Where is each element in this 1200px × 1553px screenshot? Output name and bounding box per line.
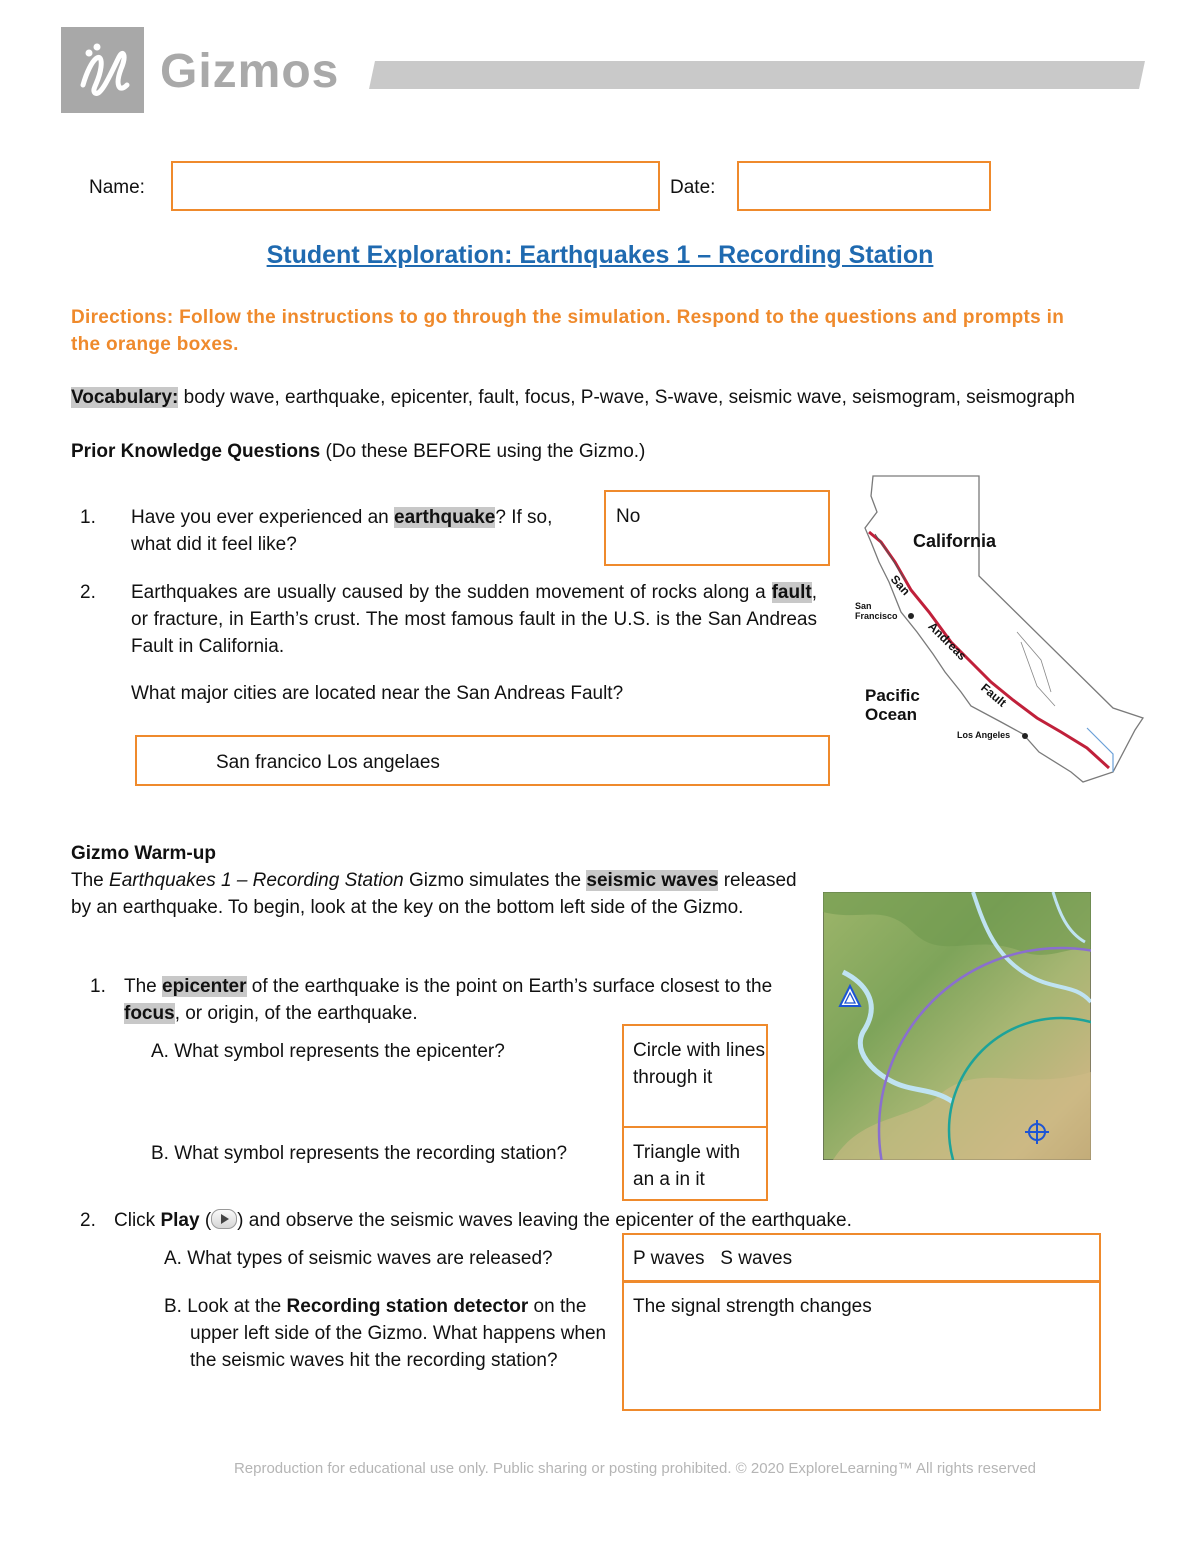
warmup-q2-pre: Click — [114, 1210, 161, 1231]
prior-q2-post: , or fracture, in Earth’s crust. The most famous fault in the U.S. is the San Andreas Fault in California. — [131, 582, 817, 657]
prior-note: (Do these BEFORE using the Gizmo.) — [325, 441, 646, 462]
fault-label-andreas: Andreas — [925, 619, 970, 664]
prior-q2-term: fault — [771, 582, 812, 603]
warmup-q1-pre: The — [124, 976, 163, 997]
ocean-line-1: Pacific — [865, 686, 920, 705]
warmup-q2-b-pre: B. Look at the — [164, 1296, 287, 1317]
play-icon — [211, 1209, 237, 1229]
san-francisco-dot — [908, 613, 914, 619]
warmup-q2-b-term: Recording station detector — [286, 1296, 529, 1317]
warmup-q1-text — [124, 973, 814, 1027]
warmup-q1-a-question: A. What symbol represents the epicenter? — [151, 1041, 505, 1062]
prior-q1-answer-box[interactable] — [604, 490, 830, 566]
warmup-q2-b-question — [164, 1293, 614, 1374]
warmup-q1-a-answer-box[interactable] — [622, 1024, 768, 1128]
date-field[interactable] — [737, 161, 991, 211]
warmup-q2-b-post: on the upper left side of the Gizmo. What happens when the seismic waves hit the recording station? — [190, 1296, 607, 1371]
date-label: Date: — [670, 177, 716, 198]
directions: Directions: Follow the instructions to go through the simulation. Respond to the questions and prompts in the orange boxes. — [71, 307, 1065, 355]
warmup-q1-mid: of the earthquake is the point on Earth’s surface closest to the — [246, 976, 773, 997]
prior-q2-answer: San francico Los angelaes — [216, 752, 440, 773]
warmup-q1-b-answer-box[interactable] — [622, 1126, 768, 1201]
warmup-intro-post: released by an earthquake. To begin, look at the key on the bottom left side of the Gizmo. — [71, 870, 797, 918]
warmup-q2-b-answer: The signal strength changes — [633, 1296, 872, 1317]
page-title: Student Exploration: Earthquakes 1 – Recording Station — [266, 241, 934, 269]
warmup-q1-post: , or origin, of the earthquake. — [174, 1003, 418, 1024]
prior-q1-post: ? If so, what did it feel like? — [131, 507, 553, 555]
warmup-q2-a-answer-box[interactable] — [622, 1233, 1101, 1283]
los-angeles-dot — [1022, 733, 1028, 739]
prior-q2-number: 2. — [80, 582, 96, 603]
prior-q1-answer: No — [616, 506, 641, 527]
warmup-intro — [71, 867, 811, 921]
warmup-heading-text: Gizmo Warm-up — [71, 843, 216, 864]
leaf-logo-icon — [61, 27, 144, 113]
warmup-q1-term1: epicenter — [162, 976, 247, 997]
pacific-ocean-label — [865, 686, 920, 724]
warmup-q1-number: 1. — [90, 976, 106, 997]
prior-q1-number: 1. — [80, 507, 96, 528]
warmup-q2-b-answer-box[interactable] — [622, 1280, 1101, 1411]
gizmos-logo-mark — [61, 27, 144, 113]
prior-q2-question: What major cities are located near the San Andreas Fault? — [131, 683, 624, 704]
warmup-q2-a-answer: P waves S waves — [633, 1248, 793, 1269]
header-bar — [369, 61, 1145, 89]
vocabulary-terms: body wave, earthquake, epicenter, fault, focus, P-wave, S-wave, seismic wave, seismogram, seismograph — [183, 387, 1075, 408]
prior-q2-answer-box[interactable] — [135, 735, 830, 786]
warmup-q2-term: Play — [160, 1210, 200, 1231]
brand-name: Gizmos — [160, 45, 340, 98]
prior-q2-text — [131, 579, 817, 660]
warmup-q2-text: Click Play ( ) and observe the seismic waves leaving the epicenter of the earthquake. — [114, 1210, 852, 1231]
prior-q1-text — [131, 504, 591, 558]
warmup-heading — [71, 840, 216, 867]
warmup-q1-term2: focus — [124, 1003, 175, 1024]
fault-label-san: San — [887, 572, 913, 599]
ocean-line-2: Ocean — [865, 705, 917, 724]
warmup-intro-mid: Gizmo simulates the — [403, 870, 587, 891]
name-field[interactable] — [171, 161, 660, 211]
warmup-q1-b-question-text: B. What symbol represents the recording station? — [151, 1143, 568, 1164]
fault-label-fault: Fault — [978, 680, 1010, 710]
prior-heading: Prior Knowledge Questions — [71, 441, 321, 462]
prior-q1-pre: Have you ever experienced an — [131, 507, 394, 528]
vocabulary-label: Vocabulary: — [71, 387, 179, 408]
prior-knowledge-heading — [71, 438, 645, 465]
prior-q2-pre: Earthquakes are usually caused by the sudden movement of rocks along a — [131, 582, 772, 603]
warmup-intro-italic: Earthquakes 1 – Recording Station — [109, 870, 404, 891]
warmup-intro-pre: The — [71, 870, 110, 891]
prior-q1-term: earthquake — [394, 507, 496, 528]
california-map — [851, 472, 1147, 784]
san-francisco-label — [855, 601, 898, 621]
warmup-q2-a-question: A. What types of seismic waves are released? — [164, 1248, 553, 1269]
name-label: Name: — [89, 177, 145, 198]
california-label: California — [913, 531, 997, 551]
city1-line-1: San — [855, 601, 872, 611]
los-angeles-label: Los Angeles — [957, 730, 1011, 740]
gizmo-simulation-image — [823, 892, 1091, 1160]
warmup-q2-number: 2. — [80, 1210, 96, 1231]
gizmo-terrain-graphic — [823, 892, 1091, 1160]
warmup-q2-post: ) and observe the seismic waves leaving the epicenter of the earthquake. — [237, 1210, 852, 1231]
footer: Reproduction for educational use only. Public sharing or posting prohibited. © 2020 ExploreLearning™ All rights reserved — [233, 1460, 1037, 1477]
warmup-q1-b-question — [151, 1140, 571, 1167]
vocabulary — [71, 384, 1101, 411]
warmup-q1-b-answer: Triangle with an a in it — [633, 1142, 741, 1190]
warmup-intro-term: seismic waves — [586, 870, 719, 891]
warmup-q1-a-answer: Circle with lines through it — [633, 1040, 765, 1088]
city1-line-2: Francisco — [855, 611, 898, 621]
